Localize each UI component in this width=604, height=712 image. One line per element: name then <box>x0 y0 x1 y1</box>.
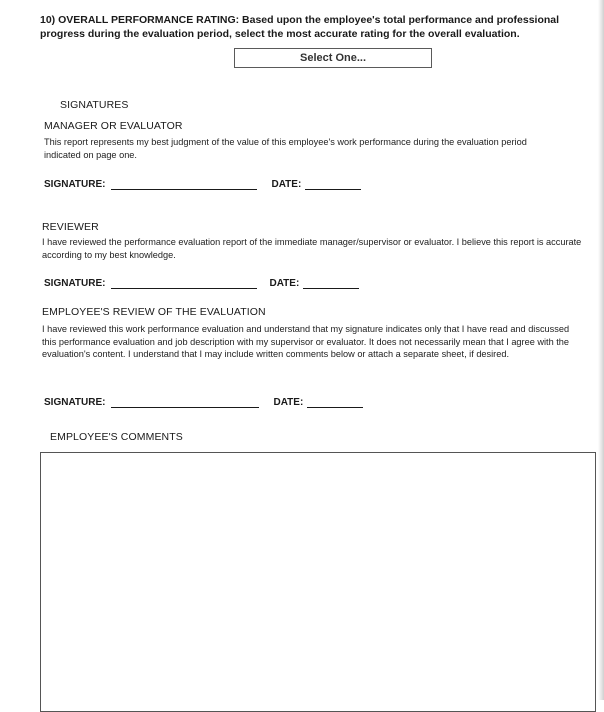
employee-signature-row <box>44 396 363 408</box>
reviewer-date-label: DATE: <box>269 278 300 289</box>
reviewer-signature-row <box>44 277 359 289</box>
reviewer-statement: I have reviewed the performance evaluation report of the immediate manager/supervisor or evaluator. I believe this report is accurate according to my best knowledge. <box>42 237 582 260</box>
manager-signature-row <box>44 178 361 190</box>
employee-comments-heading: EMPLOYEE'S COMMENTS <box>50 431 183 443</box>
employee-review-statement: I have reviewed this work performance evaluation and understand that my signature indicates only that I have read and discussed this performance evaluation and job description with my supervisor or evaluator. It does not necessarily mean that I agree with the evaluation's content. I understand that I may include written comments below or attach a separate sheet, if desired. <box>42 324 570 359</box>
employee-date-label: DATE: <box>273 397 304 408</box>
employee-review-heading: EMPLOYEE'S REVIEW OF THE EVALUATION <box>42 306 266 318</box>
overall-rating-question <box>40 13 596 41</box>
overall-rating-select-value: Select One... <box>299 52 367 64</box>
overall-rating-question-prefix: 10) OVERALL PERFORMANCE RATING: <box>40 14 240 26</box>
reviewer-signature-field[interactable] <box>111 277 257 289</box>
employee-signature-label: SIGNATURE: <box>44 397 106 408</box>
overall-rating-select[interactable] <box>234 48 432 68</box>
overall-rating-question-text: Based upon the employee's total performance and professional progress during the evaluation period, select the most accurate rating for the overall evaluation. <box>40 14 560 40</box>
reviewer-date-field[interactable] <box>303 277 359 289</box>
reviewer-signature-label: SIGNATURE: <box>44 278 106 289</box>
reviewer-heading: REVIEWER <box>42 221 99 233</box>
manager-date-field[interactable] <box>305 178 361 190</box>
employee-signature-field[interactable] <box>111 396 259 408</box>
manager-date-label: DATE: <box>271 179 302 190</box>
employee-date-field[interactable] <box>307 396 363 408</box>
employee-comments-textarea[interactable] <box>40 452 596 712</box>
manager-signature-field[interactable] <box>111 178 257 190</box>
manager-heading: MANAGER OR EVALUATOR <box>44 120 183 132</box>
page-edge-shadow <box>598 0 604 700</box>
manager-signature-label: SIGNATURE: <box>44 179 106 190</box>
signatures-title: SIGNATURES <box>60 99 129 111</box>
manager-statement: This report represents my best judgment of the value of this employee's work performance during the evaluation period indicated on page one. <box>44 137 527 160</box>
